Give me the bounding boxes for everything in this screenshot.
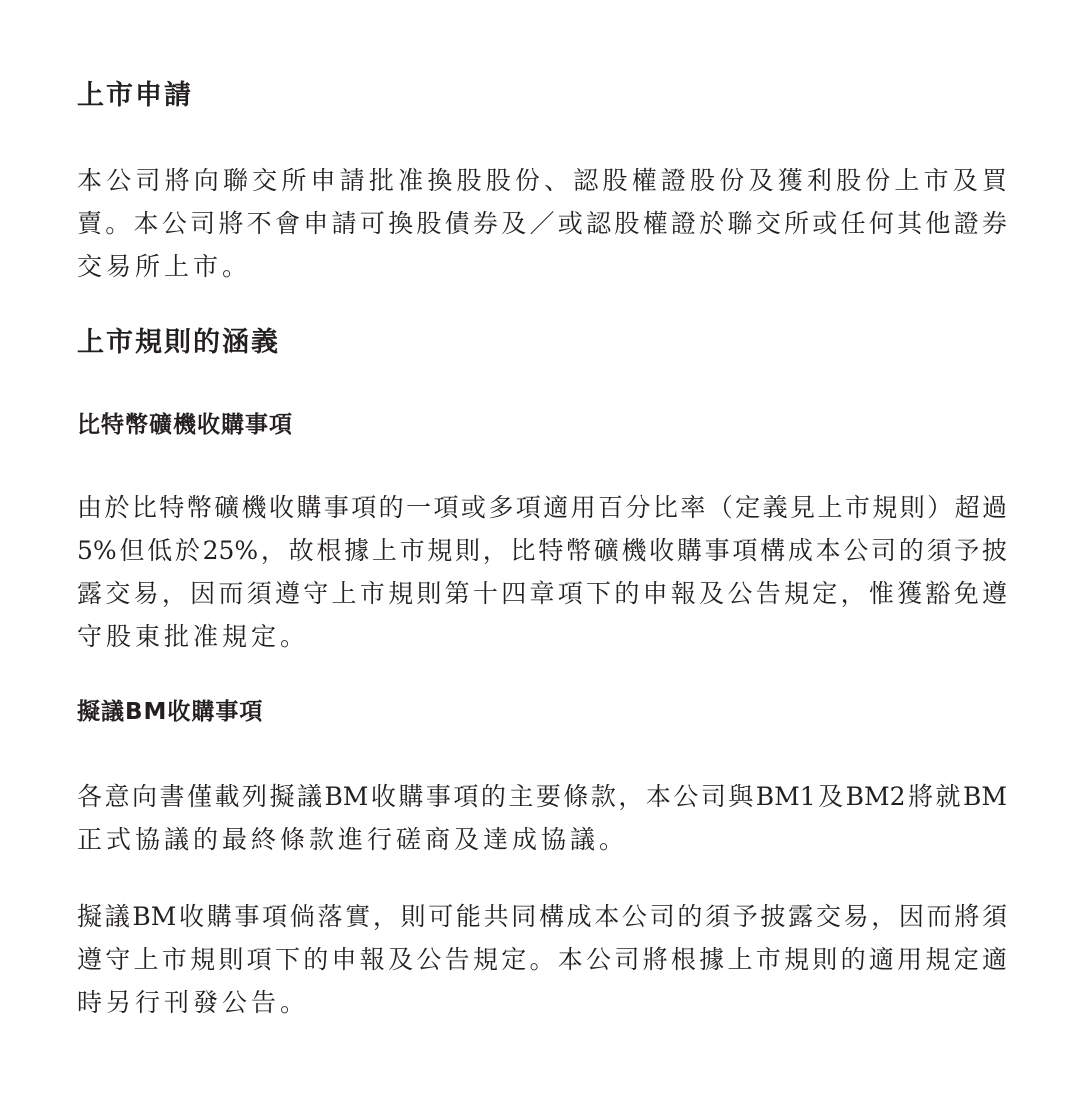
text-line: 5%但低於25%，故根據上市規則，比特幣礦機收購事項構成本公司的須予披 — [77, 536, 1007, 565]
paragraph-listing-application — [77, 159, 1007, 288]
text-line: 本公司將向聯交所申請批准換股股份、認股權證股份及獲利股份上市及買 — [77, 166, 1007, 195]
subheading-proposed-bm-acquisition: 擬議BM收購事項 — [77, 699, 264, 725]
paragraph-proposed-bm-terms — [77, 775, 1007, 861]
text-line: 正式協議的最終條款進行磋商及達成協議。 — [77, 825, 629, 854]
heading-listing-rules-implications: 上市規則的涵義 — [77, 327, 280, 358]
text-line: 時另行刊發公告。 — [77, 988, 310, 1017]
subheading-bitcoin-miner-acquisition: 比特幣礦機收購事項 — [77, 412, 293, 438]
heading-listing-application: 上市申請 — [77, 80, 193, 111]
text-line: 交易所上市。 — [77, 252, 252, 281]
text-line: 由於比特幣礦機收購事項的一項或多項適用百分比率（定義見上市規則）超過 — [77, 493, 1007, 522]
text-line: 守股東批准規定。 — [77, 622, 310, 651]
text-line: 賣。本公司將不會申請可換股債券及／或認股權證於聯交所或任何其他證券 — [77, 209, 1007, 238]
paragraph-bitcoin-miner-acquisition — [77, 486, 1007, 658]
text-line: 遵守上市規則項下的申報及公告規定。本公司將根據上市規則的適用規定適 — [77, 945, 1007, 974]
text-line: 露交易，因而須遵守上市規則第十四章項下的申報及公告規定，惟獲豁免遵 — [77, 579, 1007, 608]
text-line: 擬議BM收購事項倘落實，則可能共同構成本公司的須予披露交易，因而將須 — [77, 902, 1007, 931]
text-line: 各意向書僅載列擬議BM收購事項的主要條款，本公司與BM1及BM2將就BM — [77, 782, 1007, 811]
paragraph-proposed-bm-disclosure — [77, 895, 1007, 1024]
